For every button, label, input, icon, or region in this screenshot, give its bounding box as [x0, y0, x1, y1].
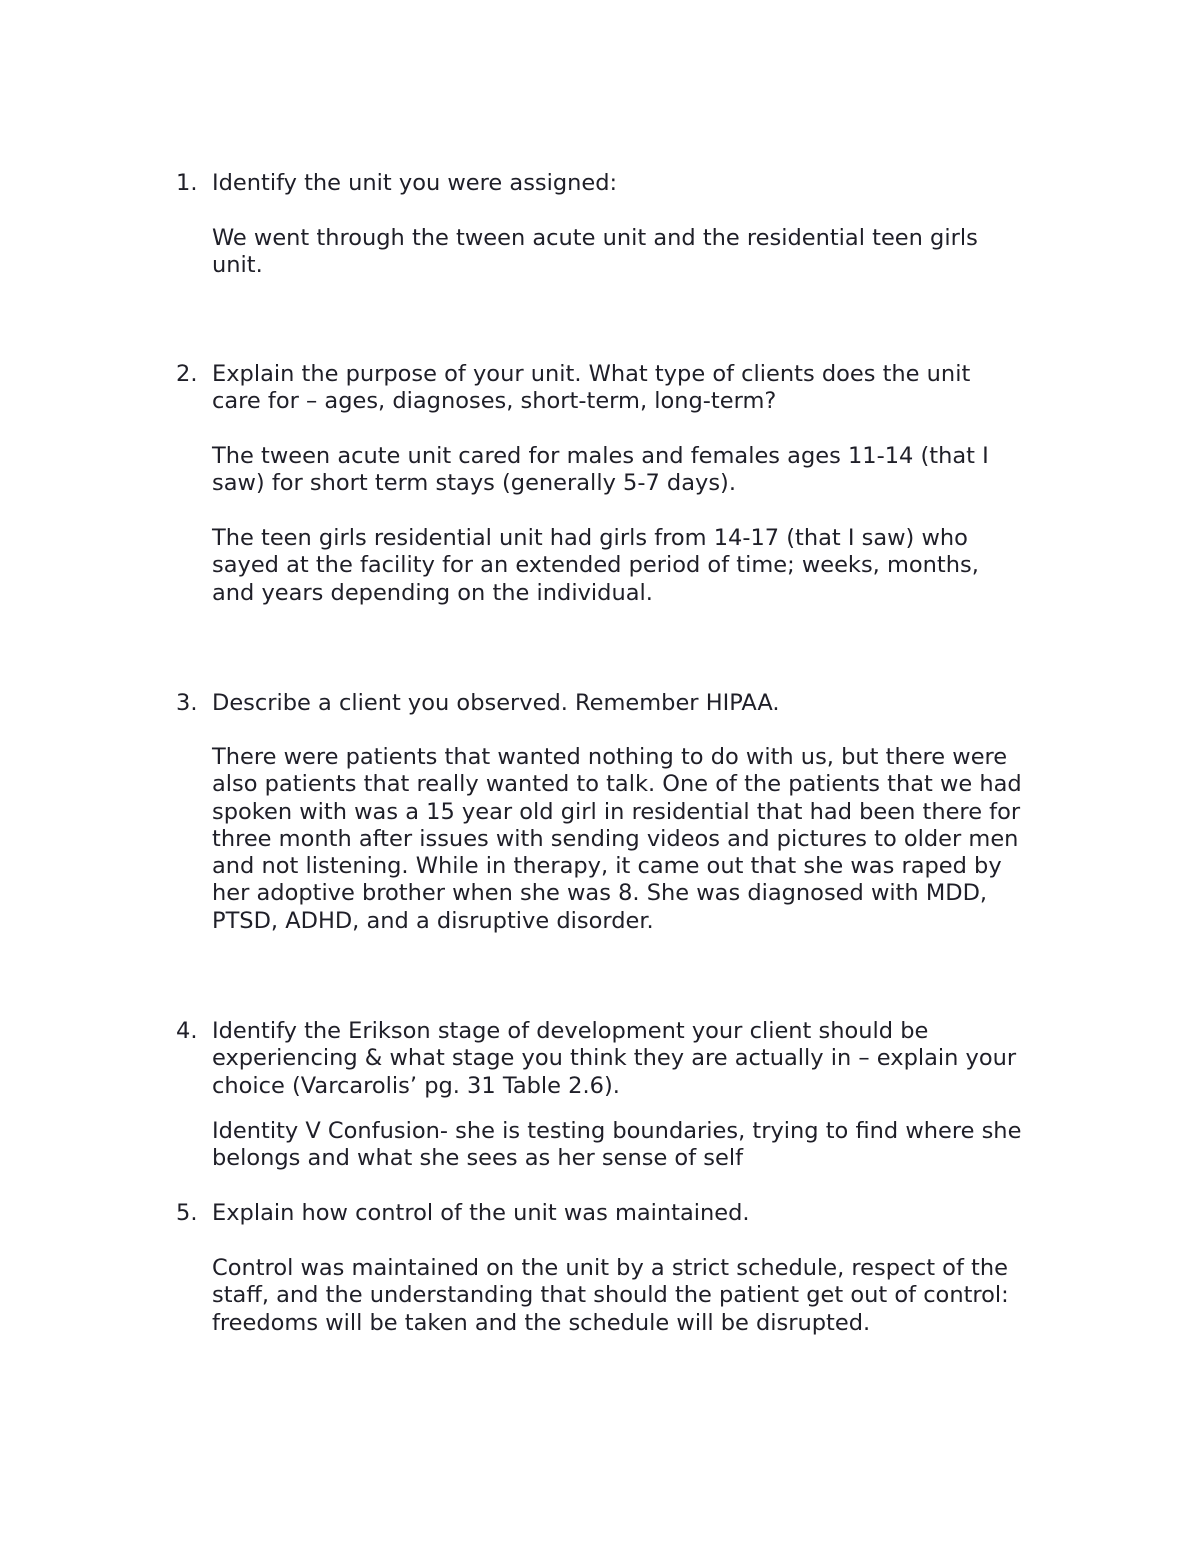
answer-text: There were patients that wanted nothing to do with us, but there were also patients that really wanted to talk. One of the patients that we had spoken with was a 15 year old girl in residential that had been there for three month after issues with sending videos and pictures to older men and not listening. While in therapy, it came out that she was raped by her adoptive brother when she was 8. She was diagnosed with MDD, PTSD, ADHD, and a disruptive disorder.: [212, 744, 1022, 934]
item-number: 3.: [176, 690, 198, 716]
answer-text: The tween acute unit cared for males and females ages 11-14 (that I saw) for short term stays (generally 5-7 days).: [212, 443, 989, 497]
item-number: 1.: [176, 170, 198, 196]
question-text: Describe a client you observed. Remember HIPAA.: [212, 690, 780, 716]
item-number: 4.: [176, 1018, 198, 1044]
answer-text: The teen girls residential unit had girls from 14-17 (that I saw) who sayed at the facility for an extended period of time; weeks, months, and years depending on the individual.: [212, 525, 979, 606]
answer-text: Identity V Confusion- she is testing boundaries, trying to find where she belongs and what she sees as her sense of self: [212, 1118, 1022, 1172]
answer-text: We went through the tween acute unit and the residential teen girls unit.: [212, 225, 978, 279]
question-text: Identify the unit you were assigned:: [212, 170, 618, 196]
question-text: Identify the Erikson stage of development your client should be experiencing & what stage you think they are actually in – explain your choice (Varcarolis’ pg. 31 Table 2.6).: [212, 1018, 1017, 1099]
item-number: 5.: [176, 1200, 198, 1226]
item-number: 2.: [176, 361, 198, 387]
question-text: Explain how control of the unit was maintained.: [212, 1200, 750, 1226]
answer-text: Control was maintained on the unit by a strict schedule, respect of the staff, and the understanding that should the patient get out of control: freedoms will be taken and the schedule will be disrupted.: [212, 1255, 1009, 1336]
question-text: Explain the purpose of your unit. What type of clients does the unit care for – ages, diagnoses, short-term, long-term?: [212, 361, 971, 415]
